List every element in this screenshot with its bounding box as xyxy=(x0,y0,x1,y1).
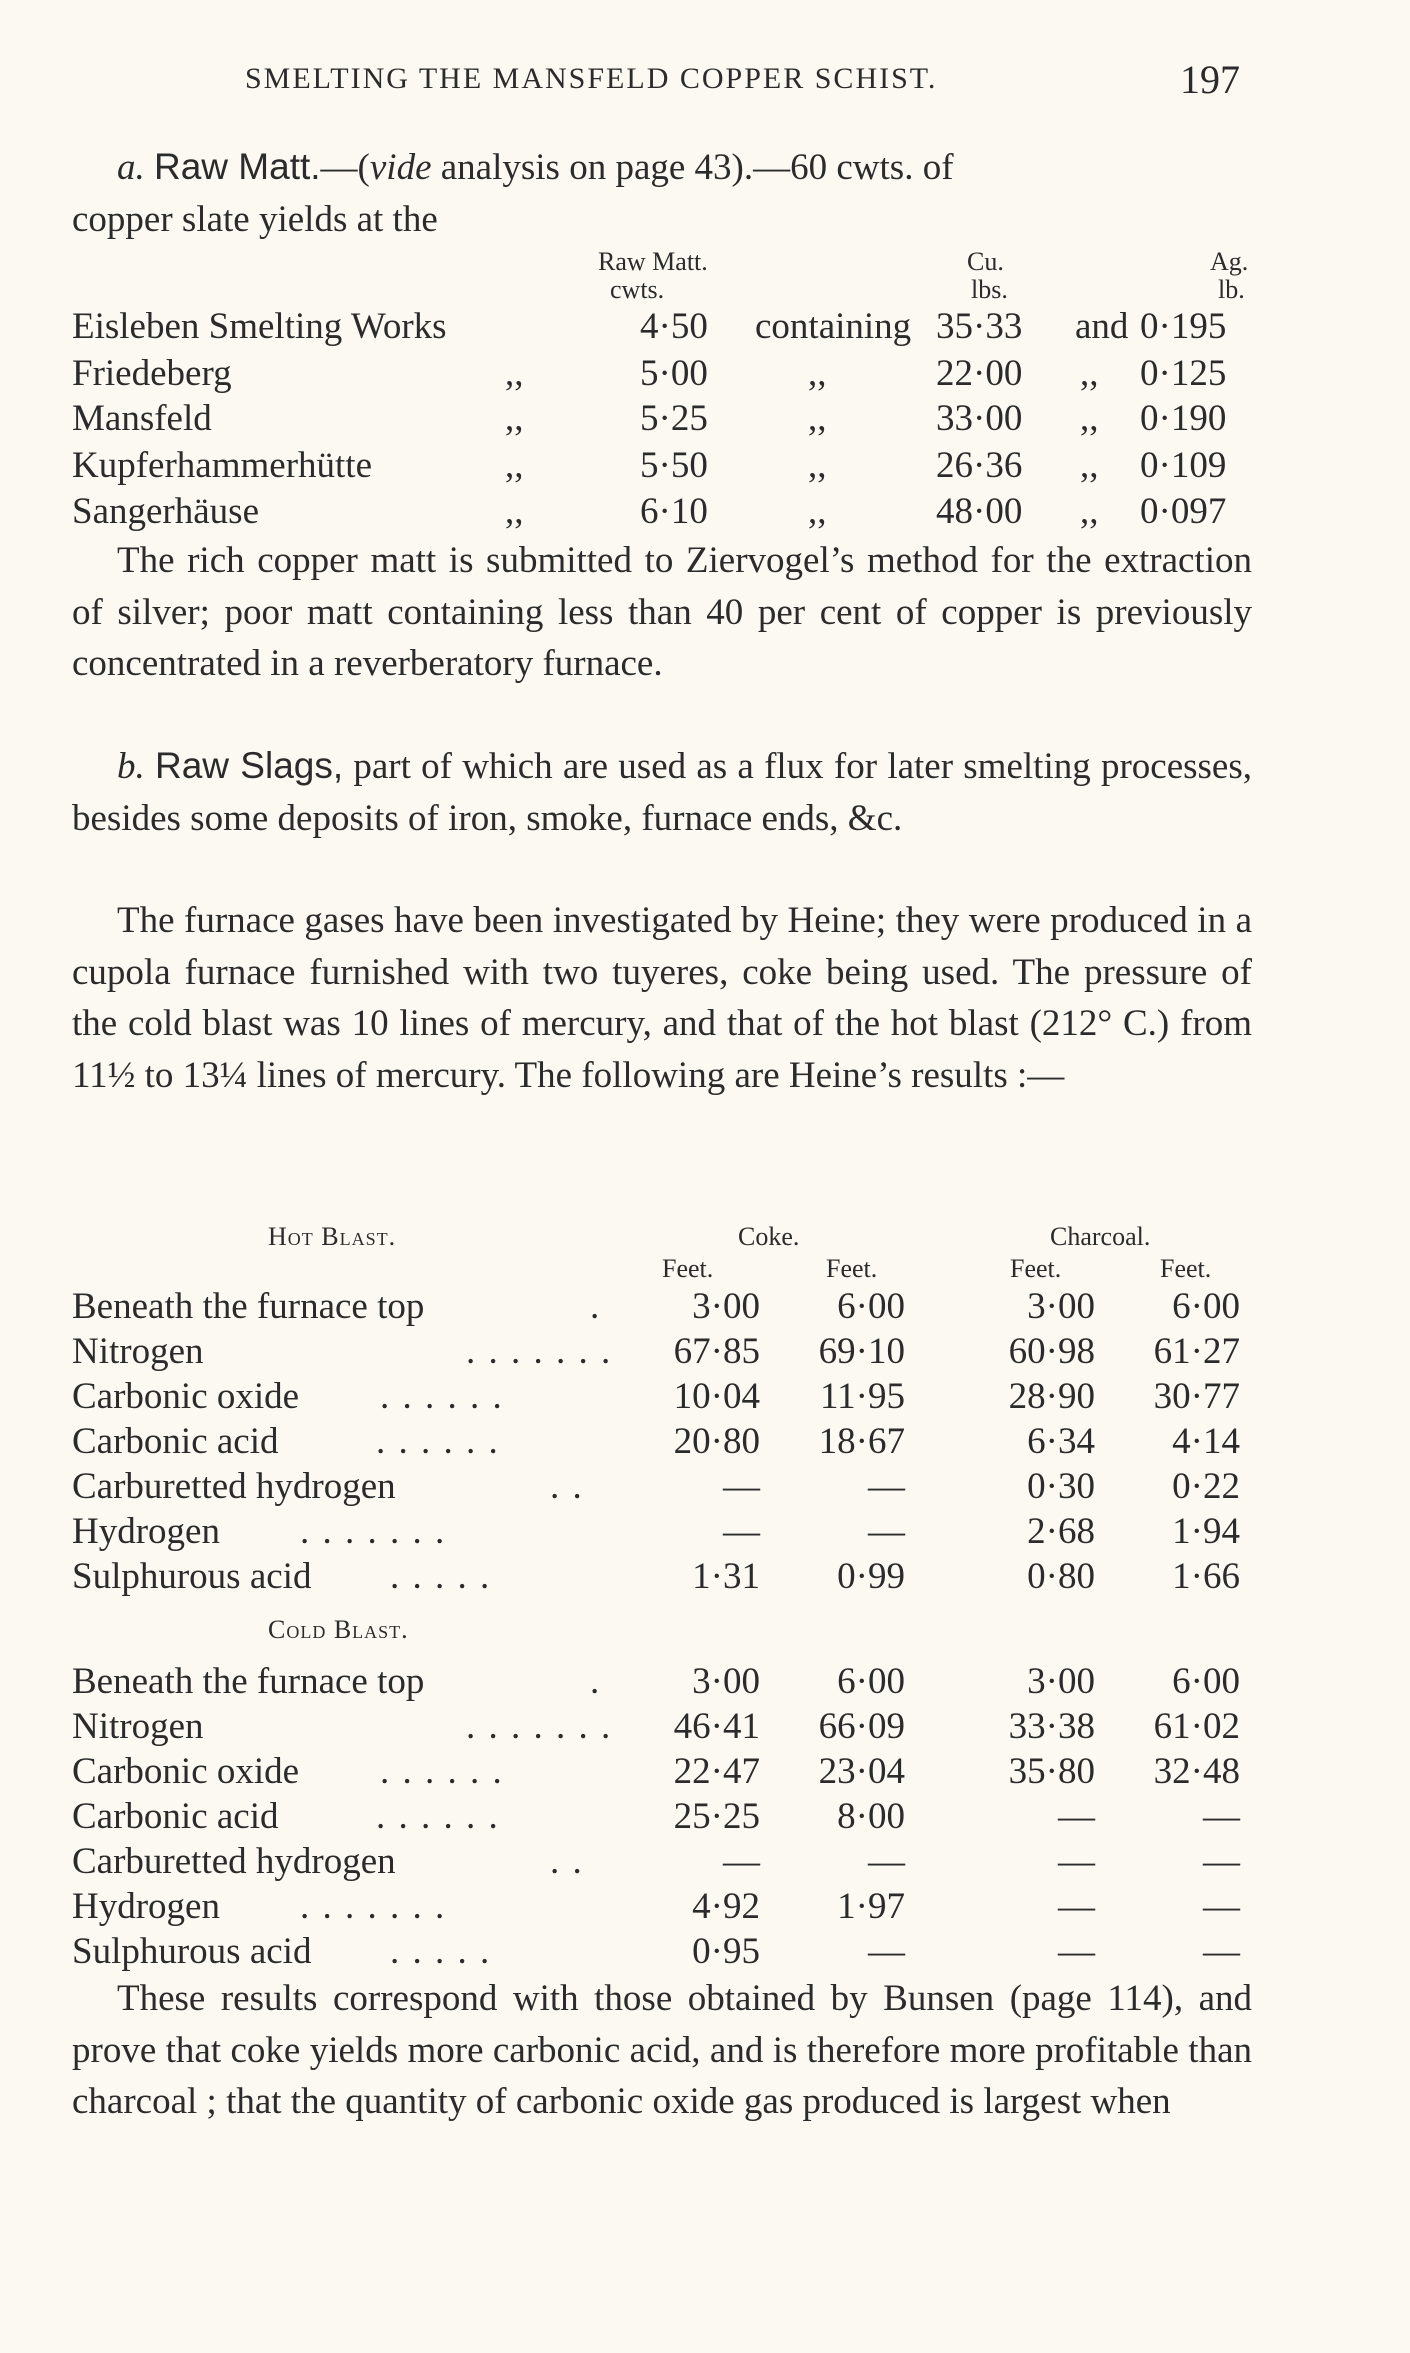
matt-ditto: ,, xyxy=(505,353,524,394)
matt-works-name: Mansfeld xyxy=(72,398,212,439)
gas-row-label: Beneath the furnace top xyxy=(72,1661,425,1702)
page-number: 197 xyxy=(1180,57,1240,102)
gas-value: — xyxy=(1203,1886,1240,1927)
matt-raw-value: 5·50 xyxy=(640,445,708,486)
gas-value: 4·14 xyxy=(1172,1421,1240,1462)
matt-raw-value: 5·25 xyxy=(640,398,708,439)
gas-row-label: Hydrogen xyxy=(72,1886,220,1927)
matt-works-name: Friedeberg xyxy=(72,353,232,394)
gas-value: 1·97 xyxy=(837,1886,905,1927)
gas-value: 6·00 xyxy=(1172,1661,1240,1702)
matt-and: and xyxy=(1075,306,1129,347)
leader-dots: . . . . . . xyxy=(380,1376,504,1417)
gas-row-label: Carbonic acid xyxy=(72,1796,279,1837)
para-a-rest: analysis on page 43).—60 cwts. of xyxy=(431,147,954,188)
gas-value: 66·09 xyxy=(818,1706,905,1747)
gas-value: — xyxy=(868,1511,905,1552)
matt-and: ,, xyxy=(1080,353,1099,394)
gas-row-label: Nitrogen xyxy=(72,1706,204,1747)
gas-value: 61·02 xyxy=(1153,1706,1240,1747)
matt-works-name: Sangerhäuse xyxy=(72,491,259,532)
matt-containing: ,, xyxy=(808,491,827,532)
running-head: SMELTING THE MANSFELD COPPER SCHIST. xyxy=(245,62,938,95)
gas-value: 25·25 xyxy=(673,1796,760,1837)
para-rich-copper: The rich copper matt is submitted to Ziervogel’s method for the extraction of silver; poor matt containing less than 40 per cent of copper is previously concentrated in a reverberatory furnace. xyxy=(72,540,1252,684)
coke-header: Coke. xyxy=(738,1222,800,1251)
para-a-label: Raw Matt. xyxy=(154,146,321,187)
gas-value: 67·85 xyxy=(673,1331,760,1372)
matt-cu-value: 26·36 xyxy=(936,445,1023,486)
leader-dots: . . . . . . xyxy=(380,1751,504,1792)
gas-value: 1·66 xyxy=(1172,1556,1240,1597)
gas-row-label: Hydrogen xyxy=(72,1511,220,1552)
gas-value: 1·94 xyxy=(1172,1511,1240,1552)
matt-ag-value: 0·195 xyxy=(1140,306,1227,347)
feet-unit: Feet. xyxy=(1010,1254,1062,1283)
matt-cu-value: 35·33 xyxy=(936,306,1023,347)
para-gases: The furnace gases have been investigated by Heine; they were produced in a cupola furnace furnished with two tuyeres, coke being used. The pressure of the cold blast was 10 lines of mercury, and that of the hot blast (212° C.) from 11½ to 13¼ lines of mercury. The following are Heine’s results :— xyxy=(72,900,1252,1096)
feet-unit: Feet. xyxy=(662,1254,714,1283)
leader-dots: . . . . . . . xyxy=(466,1706,613,1747)
gas-value: 0·80 xyxy=(1027,1556,1095,1597)
matt-containing: ,, xyxy=(808,398,827,439)
matt-ditto: ,, xyxy=(505,445,524,486)
gas-row-label: Carbonic acid xyxy=(72,1421,279,1462)
leader-dots: . . xyxy=(550,1841,584,1882)
gas-value: 6·00 xyxy=(837,1286,905,1327)
matt-containing: ,, xyxy=(808,445,827,486)
gas-value: 6·34 xyxy=(1027,1421,1095,1462)
matt-ag-value: 0·097 xyxy=(1140,491,1227,532)
matt-col-header: Cu. xyxy=(967,247,1004,276)
gas-row-label: Nitrogen xyxy=(72,1331,204,1372)
matt-col-header: Ag. xyxy=(1210,247,1249,276)
gas-value: 3·00 xyxy=(1027,1286,1095,1327)
feet-unit: Feet. xyxy=(826,1254,878,1283)
gas-row-label: Sulphurous acid xyxy=(72,1931,312,1972)
matt-and: ,, xyxy=(1080,445,1099,486)
gas-row-label: Carburetted hydrogen xyxy=(72,1841,396,1882)
gas-value: 0·95 xyxy=(692,1931,760,1972)
matt-raw-value: 5·00 xyxy=(640,353,708,394)
para-a-vide: vide xyxy=(369,147,432,188)
gas-row-label: Carbonic oxide xyxy=(72,1376,300,1417)
gas-value: — xyxy=(868,1931,905,1972)
gas-value: 35·80 xyxy=(1008,1751,1095,1792)
leader-dots: . . . . . . xyxy=(376,1796,500,1837)
gas-value: — xyxy=(1203,1841,1240,1882)
gas-value: 18·67 xyxy=(818,1421,905,1462)
gas-row-label: Beneath the furnace top xyxy=(72,1286,425,1327)
matt-cu-value: 33·00 xyxy=(936,398,1023,439)
matt-cu-value: 22·00 xyxy=(936,353,1023,394)
matt-col-unit: cwts. xyxy=(610,275,665,304)
gas-value: — xyxy=(1058,1886,1095,1927)
leader-dots: . . . . . . . xyxy=(300,1511,447,1552)
matt-ditto: ,, xyxy=(505,398,524,439)
gas-value: — xyxy=(1058,1841,1095,1882)
para-b-rest: part of which are used as a flux for later smelting processes, besides some deposits of iron, smoke, furnace ends, &c. xyxy=(72,746,1253,839)
gas-value: 20·80 xyxy=(673,1421,760,1462)
gas-value: 61·27 xyxy=(1153,1331,1240,1372)
gas-value: 33·38 xyxy=(1008,1706,1095,1747)
gas-value: — xyxy=(1203,1796,1240,1837)
gas-value: 3·00 xyxy=(692,1286,760,1327)
gas-value: 3·00 xyxy=(692,1661,760,1702)
leader-dots: . . . . . . xyxy=(376,1421,500,1462)
leader-dots: . . . . . . . xyxy=(300,1886,447,1927)
matt-works-name: Kupferhammerhütte xyxy=(72,445,372,486)
matt-col-unit: lbs. xyxy=(971,275,1008,304)
gas-value: 8·00 xyxy=(837,1796,905,1837)
gas-value: 6·00 xyxy=(837,1661,905,1702)
para-final: These results correspond with those obtained by Bunsen (page 114), and prove that coke yields more carbonic acid, and is therefore more profitable than charcoal ; that the quantity of carbonic oxide gas produced is largest when xyxy=(72,1978,1252,2122)
gas-value: 28·90 xyxy=(1008,1376,1095,1417)
hot-blast-title: Hot Blast. xyxy=(268,1222,397,1251)
matt-containing: ,, xyxy=(808,353,827,394)
gas-value: 32·48 xyxy=(1153,1751,1240,1792)
para-b-label: Raw Slags, xyxy=(155,745,344,786)
para-a-line2: copper slate yields at the xyxy=(72,199,438,240)
matt-cu-value: 48·00 xyxy=(936,491,1023,532)
para-a-dash: —( xyxy=(320,147,370,188)
gas-value: 0·22 xyxy=(1172,1466,1240,1507)
gas-value: 60·98 xyxy=(1008,1331,1095,1372)
gas-value: 2·68 xyxy=(1027,1511,1095,1552)
matt-ag-value: 0·125 xyxy=(1140,353,1227,394)
gas-value: — xyxy=(723,1841,760,1882)
leader-dots: . . xyxy=(550,1466,584,1507)
gas-value: — xyxy=(1203,1931,1240,1972)
matt-containing: containing xyxy=(755,306,912,347)
gas-value: 0·99 xyxy=(837,1556,905,1597)
gas-value: 69·10 xyxy=(818,1331,905,1372)
matt-col-unit: lb. xyxy=(1218,275,1245,304)
matt-raw-value: 6·10 xyxy=(640,491,708,532)
gas-value: 3·00 xyxy=(1027,1661,1095,1702)
gas-value: — xyxy=(1058,1796,1095,1837)
para-b xyxy=(72,740,1252,844)
matt-ag-value: 0·190 xyxy=(1140,398,1227,439)
gas-value: 4·92 xyxy=(692,1886,760,1927)
matt-and: ,, xyxy=(1080,491,1099,532)
leader-dots: . . . . . . . xyxy=(466,1331,613,1372)
gas-value: 23·04 xyxy=(818,1751,905,1792)
leader-dots: . xyxy=(590,1661,602,1702)
gas-value: — xyxy=(1058,1931,1095,1972)
gas-value: 46·41 xyxy=(673,1706,760,1747)
para-a-letter: a. xyxy=(117,147,145,188)
feet-unit: Feet. xyxy=(1160,1254,1212,1283)
gas-row-label: Carbonic oxide xyxy=(72,1751,300,1792)
gas-value: 10·04 xyxy=(673,1376,760,1417)
matt-and: ,, xyxy=(1080,398,1099,439)
matt-ditto: ,, xyxy=(505,491,524,532)
gas-value: 1·31 xyxy=(692,1556,760,1597)
matt-ag-value: 0·109 xyxy=(1140,445,1227,486)
para-a-line1 xyxy=(117,146,954,189)
leader-dots: . xyxy=(590,1286,602,1327)
matt-works-name: Eisleben Smelting Works xyxy=(72,306,447,347)
gas-row-label: Carburetted hydrogen xyxy=(72,1466,396,1507)
gas-value: 11·95 xyxy=(820,1376,905,1417)
leader-dots: . . . . . xyxy=(390,1556,492,1597)
gas-row-label: Sulphurous acid xyxy=(72,1556,312,1597)
gas-value: — xyxy=(868,1466,905,1507)
para-b-letter: b. xyxy=(117,746,145,787)
leader-dots: . . . . . xyxy=(390,1931,492,1972)
gas-value: 22·47 xyxy=(673,1751,760,1792)
matt-col-header: Raw Matt. xyxy=(598,247,708,276)
gas-value: 6·00 xyxy=(1172,1286,1240,1327)
gas-value: — xyxy=(723,1511,760,1552)
gas-value: — xyxy=(723,1466,760,1507)
cold-blast-title: Cold Blast. xyxy=(268,1615,409,1644)
gas-value: 30·77 xyxy=(1153,1376,1240,1417)
matt-raw-value: 4·50 xyxy=(640,306,708,347)
gas-value: — xyxy=(868,1841,905,1882)
charcoal-header: Charcoal. xyxy=(1050,1222,1151,1251)
gas-value: 0·30 xyxy=(1027,1466,1095,1507)
